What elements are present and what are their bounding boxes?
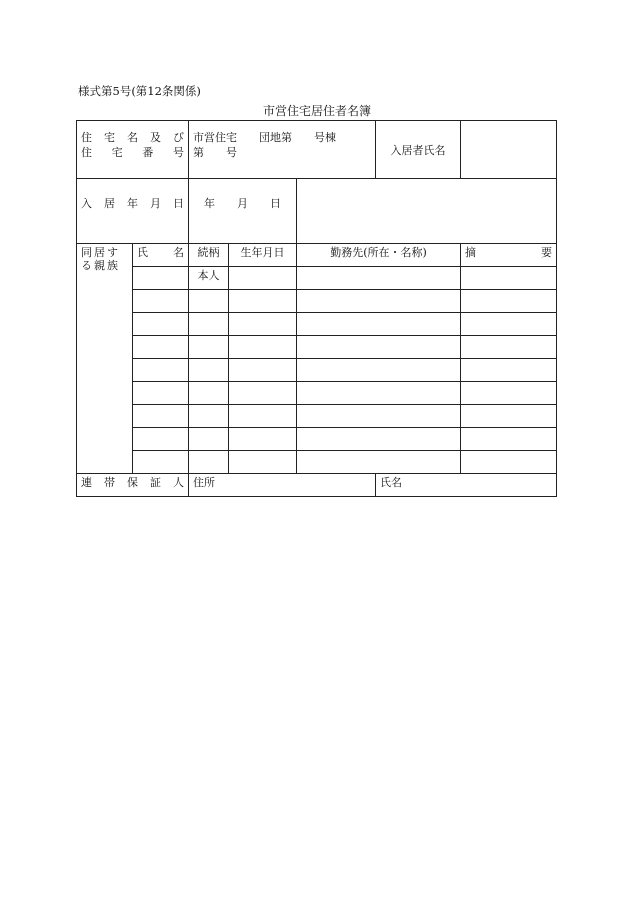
housing-label-char: 宅 [104,131,115,144]
family-remarks-field[interactable] [461,267,557,290]
guarantor-label-char: 連 [81,476,92,489]
occupant-name-label: 入居者氏名 [376,121,461,179]
family-birthdate-field[interactable] [229,359,297,382]
guarantor-label-char: 保 [127,476,138,489]
family-name-field[interactable] [133,336,189,359]
housing-label-char: 及 [150,131,161,144]
move-in-label [81,195,184,211]
family-relation-field[interactable]: 本人 [189,267,229,290]
family-row [77,359,557,382]
guarantor-label [81,474,184,490]
housing-label-char: 号 [172,146,184,159]
family-workplace-field[interactable] [297,405,461,428]
family-row [77,382,557,405]
family-name-field[interactable] [133,313,189,336]
family-workplace-field[interactable] [297,428,461,451]
family-birthdate-field[interactable] [229,405,297,428]
family-birthdate-field[interactable] [229,267,297,290]
family-remarks-field[interactable] [461,290,557,313]
family-workplace-field[interactable] [297,359,461,382]
family-col-birthdate: 生年月日 [229,244,297,267]
guarantor-address-field[interactable]: 住所 [189,474,376,497]
family-workplace-field[interactable] [297,451,461,474]
move-in-label-cell [77,179,189,244]
housing-label-char: 宅 [111,146,123,159]
housing-label-line2 [81,145,184,160]
family-relation-field[interactable] [189,451,229,474]
family-row [77,290,557,313]
family-col-remarks-char: 要 [541,246,553,259]
document-title [0,102,630,119]
family-name-field[interactable] [133,382,189,405]
family-col-name-char: 名 [173,246,184,259]
family-birthdate-field[interactable] [229,382,297,405]
family-relation-field[interactable] [189,336,229,359]
housing-label-char: 住 [81,146,92,159]
family-remarks-field[interactable] [461,451,557,474]
family-row [77,267,557,290]
family-col-remarks [461,244,557,267]
guarantor-label-char: 証 [150,476,161,489]
family-col-remarks-char: 摘 [465,246,477,259]
family-name-field[interactable] [133,267,189,290]
guarantor-label-cell [77,474,189,497]
move-in-label-char: 居 [104,197,115,210]
move-in-label-char: 入 [81,197,92,210]
housing-label-char: 番 [142,146,154,159]
document-title-text: 市営住宅居住者名簿 [262,104,371,118]
guarantor-name-field[interactable]: 氏名 [376,474,557,497]
family-relation-field[interactable] [189,313,229,336]
housing-label-cell [77,121,189,179]
family-remarks-field[interactable] [461,336,557,359]
move-in-date-field[interactable]: 年 月 日 [189,179,297,244]
guarantor-row [77,474,557,497]
family-workplace-field[interactable] [297,290,461,313]
family-birthdate-field[interactable] [229,290,297,313]
family-workplace-field[interactable] [297,267,461,290]
family-remarks-field[interactable] [461,313,557,336]
family-remarks-field[interactable] [461,359,557,382]
family-remarks-field[interactable] [461,428,557,451]
family-row [77,313,557,336]
move-in-label-char: 年 [127,197,138,210]
family-relation-field[interactable] [189,359,229,382]
family-col-name-char: 氏 [137,246,148,259]
family-name-field[interactable] [133,451,189,474]
family-name-field[interactable] [133,359,189,382]
family-row [77,336,557,359]
move-in-blank-cell [297,179,557,244]
housing-label-char: 名 [127,131,138,144]
family-col-relation: 続柄 [189,244,229,267]
family-col-workplace: 勤務先(所在・名称) [297,244,461,267]
move-in-label-char: 日 [173,197,184,210]
housing-label-char: び [173,131,184,144]
family-birthdate-field[interactable] [229,336,297,359]
family-relation-field[interactable] [189,428,229,451]
family-relation-field[interactable] [189,290,229,313]
family-name-field[interactable] [133,290,189,313]
family-row [77,405,557,428]
family-workplace-field[interactable] [297,313,461,336]
family-birthdate-field[interactable] [229,428,297,451]
housing-number-field: 第 号 [193,146,237,159]
housing-row [77,121,557,179]
family-birthdate-field[interactable] [229,451,297,474]
family-remarks-field[interactable] [461,405,557,428]
family-row [77,428,557,451]
family-birthdate-field[interactable] [229,313,297,336]
family-remarks-field[interactable] [461,382,557,405]
housing-complex-field: 市営住宅 団地第 号棟 [193,131,336,144]
resident-register-table [76,120,557,497]
housing-label-char: 住 [81,131,92,144]
guarantor-label-char: 人 [173,476,184,489]
family-label-cell: 同居する親族 [77,244,133,474]
family-header-row [77,244,557,267]
move-in-row [77,179,557,244]
family-row [77,451,557,474]
family-col-name [133,244,189,267]
family-name-field[interactable] [133,428,189,451]
family-relation-field[interactable] [189,405,229,428]
housing-value-cell[interactable] [189,121,376,179]
family-workplace-field[interactable] [297,336,461,359]
move-in-label-char: 月 [150,197,161,210]
occupant-name-field[interactable] [461,121,557,179]
housing-label-line1 [81,130,184,145]
family-relation-field[interactable] [189,382,229,405]
form-number: 様式第5号(第12条関係) [78,84,201,98]
family-name-field[interactable] [133,405,189,428]
family-workplace-field[interactable] [297,382,461,405]
guarantor-label-char: 帯 [104,476,115,489]
